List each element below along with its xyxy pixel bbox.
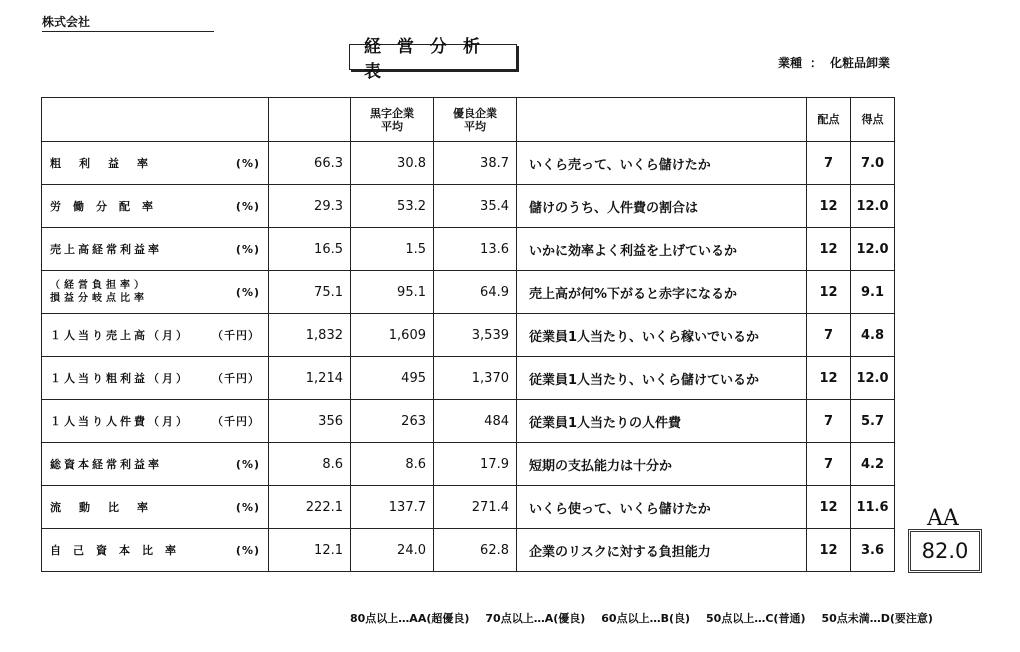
description-cell: 従業員1人当たりの人件費 [517,400,807,443]
unit-label: (%) [235,242,260,256]
item-cell [42,185,269,228]
header-item [42,98,269,142]
total-score: 82.0 [908,529,982,573]
score-cell: 11.6 [851,486,895,529]
value-cell: 75.1 [269,271,351,314]
item-cell [42,314,269,357]
table-header-row [42,98,895,142]
score-cell: 12.0 [851,185,895,228]
black-avg-cell: 53.2 [351,185,434,228]
good-avg-cell: 1,370 [434,357,517,400]
item-label-two-line [50,279,148,305]
black-avg-cell: 30.8 [351,142,434,185]
good-avg-cell: 484 [434,400,517,443]
unit-label: （千円） [212,329,260,342]
description-cell: いくら売って、いくら儲けたか [517,142,807,185]
table-row [42,529,895,572]
legend-item: 50点未満…D(要注意) [821,612,933,625]
header-good-line2: 平均 [464,119,486,133]
header-good-avg [434,98,517,142]
item-cell [42,486,269,529]
good-avg-cell: 62.8 [434,529,517,572]
item-cell [42,228,269,271]
analysis-table [41,97,895,572]
industry-label: 業種 [778,56,803,70]
item-cell [42,142,269,185]
value-cell: 8.6 [269,443,351,486]
header-value [269,98,351,142]
value-cell: 16.5 [269,228,351,271]
black-avg-cell: 8.6 [351,443,434,486]
company-name: 株式会社 [42,14,214,32]
score-cell: 4.8 [851,314,895,357]
score-cell: 12.0 [851,228,895,271]
item-label: 自己資本比率 [50,544,188,557]
points-cell: 12 [807,357,851,400]
item-cell [42,529,269,572]
header-description [517,98,807,142]
points-cell: 12 [807,529,851,572]
legend-item: 60点以上…B(良) [601,612,691,625]
header-black-avg [351,98,434,142]
good-avg-cell: 13.6 [434,228,517,271]
legend-item: 50点以上…C(普通) [706,612,806,625]
table-row [42,443,895,486]
item-label: 流動比率 [50,501,166,514]
unit-label: (%) [235,457,260,471]
good-avg-cell: 3,539 [434,314,517,357]
description-cell: 売上高が何%下がると赤字になるか [517,271,807,314]
item-label: 総資本経常利益率 [50,458,162,471]
description-cell: 企業のリスクに対する負担能力 [517,529,807,572]
industry-info [778,54,898,71]
header-points: 配点 [807,98,851,142]
industry-separator: ： [810,56,823,70]
item-label: 売上高経常利益率 [50,243,162,256]
grade-rank: AA [927,506,959,531]
table-row [42,486,895,529]
unit-label: (%) [235,543,260,557]
unit-label: (%) [235,500,260,514]
industry-value: 化粧品卸業 [830,56,891,70]
grade-legend [350,610,949,626]
value-cell: 12.1 [269,529,351,572]
score-cell: 3.6 [851,529,895,572]
description-cell: 従業員1人当たり、いくら儲けているか [517,357,807,400]
black-avg-cell: 1.5 [351,228,434,271]
legend-item: 70点以上…A(優良) [485,612,586,625]
black-avg-cell: 95.1 [351,271,434,314]
good-avg-cell: 271.4 [434,486,517,529]
table-row [42,228,895,271]
unit-label: (%) [235,156,260,170]
points-cell: 12 [807,486,851,529]
legend-item: 80点以上…AA(超優良) [350,612,470,625]
black-avg-cell: 495 [351,357,434,400]
score-cell: 5.7 [851,400,895,443]
points-cell: 7 [807,443,851,486]
score-cell: 4.2 [851,443,895,486]
item-cell [42,357,269,400]
item-label-line1: （経営負担率） [50,280,148,291]
good-avg-cell: 35.4 [434,185,517,228]
page-title: 経営分析表 [349,44,517,70]
black-avg-cell: 24.0 [351,529,434,572]
description-cell: 従業員1人当たり、いくら稼いでいるか [517,314,807,357]
item-label: 粗利益率 [50,157,166,170]
item-cell [42,400,269,443]
good-avg-cell: 64.9 [434,271,517,314]
item-cell [42,443,269,486]
description-cell: 儲けのうち、人件費の割合は [517,185,807,228]
good-avg-cell: 38.7 [434,142,517,185]
table-row [42,314,895,357]
score-cell: 7.0 [851,142,895,185]
value-cell: 222.1 [269,486,351,529]
points-cell: 12 [807,228,851,271]
value-cell: 66.3 [269,142,351,185]
item-label: 労働分配率 [50,200,165,213]
header-good-line1: 優良企業 [453,106,497,120]
score-cell: 9.1 [851,271,895,314]
unit-label: (%) [235,285,260,299]
header-black-line1: 黒字企業 [370,106,414,120]
item-label-line2: 損益分岐点比率 [50,293,148,304]
item-label: １人当り人件費（月） [50,415,190,428]
black-avg-cell: 137.7 [351,486,434,529]
description-cell: 短期の支払能力は十分か [517,443,807,486]
black-avg-cell: 263 [351,400,434,443]
description-cell: いかに効率よく利益を上げているか [517,228,807,271]
header-black-line2: 平均 [381,119,403,133]
value-cell: 1,214 [269,357,351,400]
table-row [42,185,895,228]
unit-label: （千円） [212,415,260,428]
header-score: 得点 [851,98,895,142]
unit-label: （千円） [212,372,260,385]
points-cell: 7 [807,314,851,357]
points-cell: 12 [807,271,851,314]
value-cell: 1,832 [269,314,351,357]
unit-label: (%) [235,199,260,213]
good-avg-cell: 17.9 [434,443,517,486]
table-row [42,142,895,185]
black-avg-cell: 1,609 [351,314,434,357]
value-cell: 29.3 [269,185,351,228]
table-row [42,357,895,400]
item-cell [42,271,269,314]
value-cell: 356 [269,400,351,443]
points-cell: 7 [807,400,851,443]
item-label: １人当り粗利益（月） [50,372,190,385]
points-cell: 12 [807,185,851,228]
item-label: １人当り売上高（月） [50,329,190,342]
score-cell: 12.0 [851,357,895,400]
table-row [42,271,895,314]
table-row [42,400,895,443]
description-cell: いくら使って、いくら儲けたか [517,486,807,529]
points-cell: 7 [807,142,851,185]
